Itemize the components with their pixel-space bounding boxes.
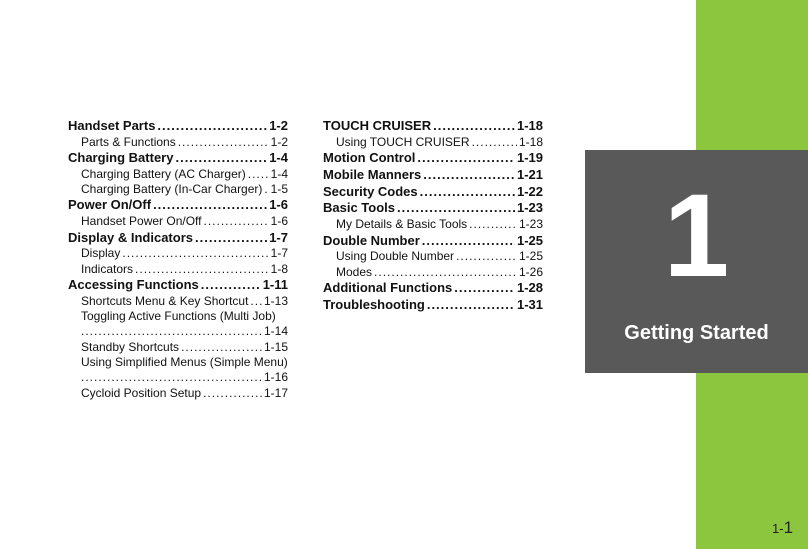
dot-leader	[422, 233, 515, 250]
toc-entry-toggling-line2[interactable]	[68, 324, 288, 339]
toc-title: Charging Battery (AC Charger)	[81, 166, 246, 181]
toc-left-column	[68, 118, 288, 401]
toc-page: 1-7	[270, 246, 288, 261]
toc-entry-my-details[interactable]	[323, 217, 543, 232]
toc-entry-using-touch-cruiser[interactable]	[323, 135, 543, 150]
toc-page: 1-15	[263, 339, 288, 354]
toc-title: Using TOUCH CRUISER	[336, 134, 470, 149]
toc-entry-display-indicators[interactable]	[68, 230, 288, 247]
toc-entry-incar-charger[interactable]	[68, 182, 288, 197]
toc-page: 1-23	[516, 200, 543, 216]
toc-entry-charging-battery[interactable]	[68, 150, 288, 167]
toc-page: 1-28	[516, 279, 543, 295]
dot-leader	[201, 277, 261, 294]
toc-page: 1-4	[270, 166, 288, 181]
toc-page: 1-11	[262, 276, 288, 292]
toc-entry-toggling-line1[interactable]: Toggling Active Functions (Multi Job)	[81, 309, 276, 324]
toc-page: 1-17	[263, 385, 288, 400]
toc-page: 1-21	[516, 166, 543, 182]
toc-title: Accessing Functions	[68, 276, 199, 292]
toc-page: 1-25	[516, 232, 543, 248]
toc-right-column	[323, 118, 543, 314]
dot-leader	[264, 182, 268, 197]
dot-leader	[469, 217, 517, 232]
toc-entry-handset-power[interactable]	[68, 214, 288, 229]
toc-entry-modes[interactable]	[323, 265, 543, 280]
toc-page: 1-18	[518, 134, 543, 149]
toc-title: Handset Parts	[68, 118, 156, 133]
toc-entry-basic-tools[interactable]	[323, 200, 543, 217]
toc-entry-mobile-manners[interactable]	[323, 167, 543, 184]
toc-entry-power[interactable]	[68, 197, 288, 214]
toc-entry-double-number[interactable]	[323, 233, 543, 250]
toc-title: Security Codes	[323, 183, 418, 199]
toc-page: 1-22	[516, 183, 543, 199]
dot-leader	[175, 150, 267, 167]
toc-entry-simplified-line1[interactable]: Using Simplified Menus (Simple Menu)	[81, 354, 288, 369]
toc-page: 1-13	[263, 293, 288, 308]
toc-entry-using-double-number[interactable]	[323, 249, 543, 264]
toc-page: 1-4	[269, 150, 288, 166]
toc-page: 1-7	[269, 229, 288, 245]
toc-entry-ac-charger[interactable]	[68, 167, 288, 182]
chapter-badge	[585, 150, 808, 373]
toc-entry-touch-cruiser[interactable]	[323, 118, 543, 135]
toc-entry-troubleshooting[interactable]	[323, 297, 543, 314]
toc-title: Modes	[336, 264, 373, 279]
dot-leader	[81, 370, 262, 385]
dot-leader	[472, 135, 517, 150]
dot-leader	[181, 340, 262, 355]
toc-page: 1-2	[269, 118, 288, 133]
toc-title: Charging Battery (In-Car Charger)	[81, 182, 263, 197]
dot-leader	[423, 167, 515, 184]
toc-page: 1-18	[516, 118, 543, 133]
toc-title: Power On/Off	[68, 197, 152, 213]
toc-entry-indicators[interactable]	[68, 262, 288, 277]
toc-page: 1-31	[516, 296, 543, 312]
dot-leader	[153, 197, 267, 214]
toc-page: 1-26	[518, 264, 543, 279]
dot-leader	[81, 324, 262, 339]
dot-leader	[374, 265, 517, 280]
toc-entry-display[interactable]	[68, 246, 288, 261]
page-number	[772, 518, 793, 538]
toc-title: Motion Control	[323, 150, 416, 166]
dot-leader	[157, 118, 267, 135]
toc-title: Indicators	[81, 261, 134, 276]
toc-page: 1-25	[518, 249, 543, 264]
toc-entry-simplified-line2[interactable]	[68, 370, 288, 385]
toc-page: 1-5	[270, 182, 288, 197]
toc-title: Troubleshooting	[323, 296, 425, 312]
toc-entry-motion-control[interactable]	[323, 150, 543, 167]
toc-entry-shortcuts-menu[interactable]	[68, 294, 288, 309]
toc-title: Using Double Number	[336, 249, 455, 264]
toc-entry-handset-parts[interactable]	[68, 118, 288, 135]
dot-leader	[204, 214, 269, 229]
toc-page: 1-6	[270, 214, 288, 229]
toc-title: Handset Power On/Off	[81, 214, 202, 229]
toc-entry-cycloid[interactable]	[68, 386, 288, 401]
toc-title: Standby Shortcuts	[81, 339, 180, 354]
dot-leader	[456, 249, 517, 264]
dot-leader	[178, 135, 269, 150]
dot-leader	[417, 150, 515, 167]
dot-leader	[427, 297, 515, 314]
dot-leader	[397, 200, 515, 217]
toc-title: Cycloid Position Setup	[81, 385, 202, 400]
toc-entry-accessing-functions[interactable]	[68, 277, 288, 294]
toc-page: 1-19	[516, 150, 543, 166]
chapter-number: 1	[663, 170, 730, 302]
toc-page: 1-23	[518, 217, 543, 232]
toc-title: Double Number	[323, 232, 420, 248]
toc-entry-additional-functions[interactable]	[323, 280, 543, 297]
dot-leader	[135, 262, 269, 277]
dot-leader	[420, 184, 515, 201]
toc-entry-parts-functions[interactable]	[68, 135, 288, 150]
toc-entry-security-codes[interactable]	[323, 184, 543, 201]
toc-title: Display	[81, 246, 121, 261]
toc-title: Display & Indicators	[68, 229, 193, 245]
dot-leader	[454, 280, 515, 297]
toc-title: Parts & Functions	[81, 134, 176, 149]
page-number-prefix: 1-	[772, 521, 784, 536]
dot-leader	[122, 246, 268, 261]
toc-title: Mobile Manners	[323, 166, 422, 182]
toc-entry-standby-shortcuts[interactable]	[68, 340, 288, 355]
toc-title: Shortcuts Menu & Key Shortcut	[81, 293, 249, 308]
dot-leader	[250, 294, 262, 309]
toc-page: 1-14	[263, 324, 288, 339]
toc-title: Charging Battery	[68, 150, 174, 166]
dot-leader	[433, 118, 515, 135]
dot-leader	[195, 230, 267, 247]
toc-page: 1-2	[270, 134, 288, 149]
toc-page: 1-8	[270, 261, 288, 276]
toc-title: My Details & Basic Tools	[336, 217, 468, 232]
dot-leader	[203, 386, 262, 401]
toc-page: 1-6	[269, 197, 288, 213]
dot-leader	[248, 167, 269, 182]
toc-page: 1-16	[263, 370, 288, 385]
chapter-title: Getting Started	[624, 322, 769, 344]
toc-title: Basic Tools	[323, 200, 396, 216]
toc-title: Additional Functions	[323, 279, 453, 295]
page-number-value: 1	[783, 518, 794, 537]
toc-title: TOUCH CRUISER	[323, 118, 432, 133]
